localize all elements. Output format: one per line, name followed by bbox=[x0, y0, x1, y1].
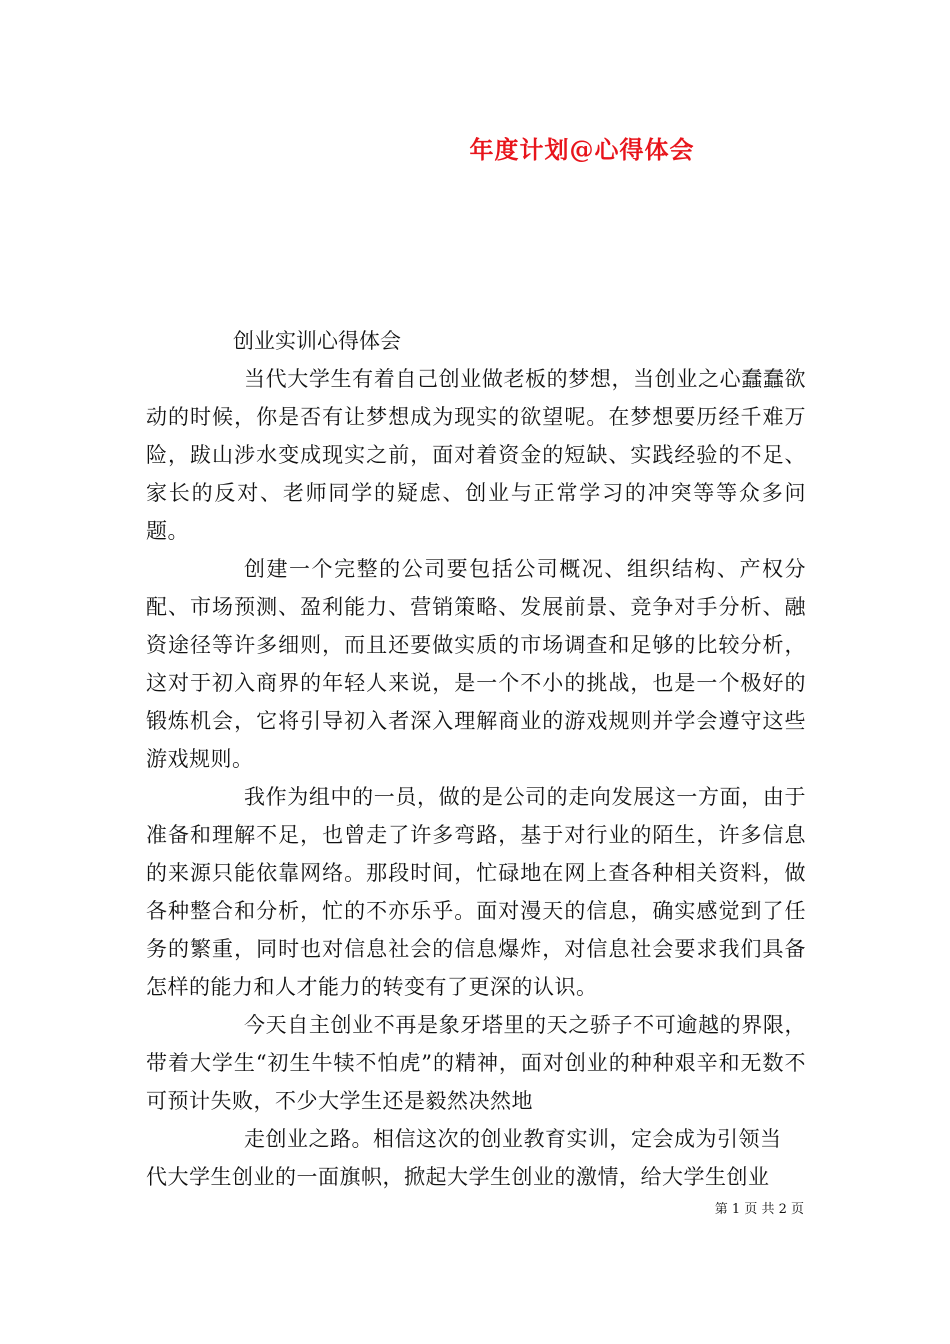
paragraph-2: 创建一个完整的公司要包括公司概况、组织结构、产权分配、市场预测、盈利能力、营销策略、发展前景、竞争对手分析、融资途径等许多细则，而且还要做实质的市场调查和足够的比较分析，这对于初入商界的年轻人来说，是一个不小的挑战，也是一个极好的锻炼机会，它将引导初入者深入理解商业的游戏规则并学会遵守这些游戏规则。 bbox=[146, 557, 806, 771]
document-title: 年度计划@心得体会 bbox=[469, 135, 695, 164]
paragraph-1: 当代大学生有着自己创业做老板的梦想，当创业之心蠢蠢欲动的时候，你是否有让梦想成为现实的欲望呢。在梦想要历经千难万险，跋山涉水变成现实之前，面对着资金的短缺、实践经验的不足、家长的反对、老师同学的疑虑、创业与正常学习的冲突等等众多问题。 bbox=[146, 367, 806, 543]
page-number: 第 1 页 共 2 页 bbox=[714, 1202, 804, 1217]
paragraph-3: 我作为组中的一员，做的是公司的走向发展这一方面，由于准备和理解不足，也曾走了许多弯路，基于对行业的陌生，许多信息的来源只能依靠网络。那段时间，忙碌地在网上查各种相关资料，做各种整合和分析，忙的不亦乐乎。面对漫天的信息，确实感觉到了任务的繁重，同时也对信息社会的信息爆炸，对信息社会要求我们具备怎样的能力和人才能力的转变有了更深的认识。 bbox=[146, 785, 806, 999]
paragraph-5-rest: 代大学生创业的一面旗帜，掀起大学生创业的激情，给大学生创业 bbox=[146, 1165, 770, 1189]
paragraph-5-lead: 走创业之路。相信这次的创业教育实训，定会成为引领当 bbox=[244, 1127, 782, 1151]
document-body bbox=[146, 322, 806, 1196]
section-subtitle: 创业实训心得体会 bbox=[233, 329, 401, 353]
paragraph-5 bbox=[146, 1120, 806, 1196]
paragraph-4: 今天自主创业不再是象牙塔里的天之骄子不可逾越的界限，带着大学生“初生牛犊不怕虎”的精神，面对创业的种种艰辛和无数不可预计失败，不少大学生还是毅然决然地 bbox=[146, 1013, 806, 1113]
